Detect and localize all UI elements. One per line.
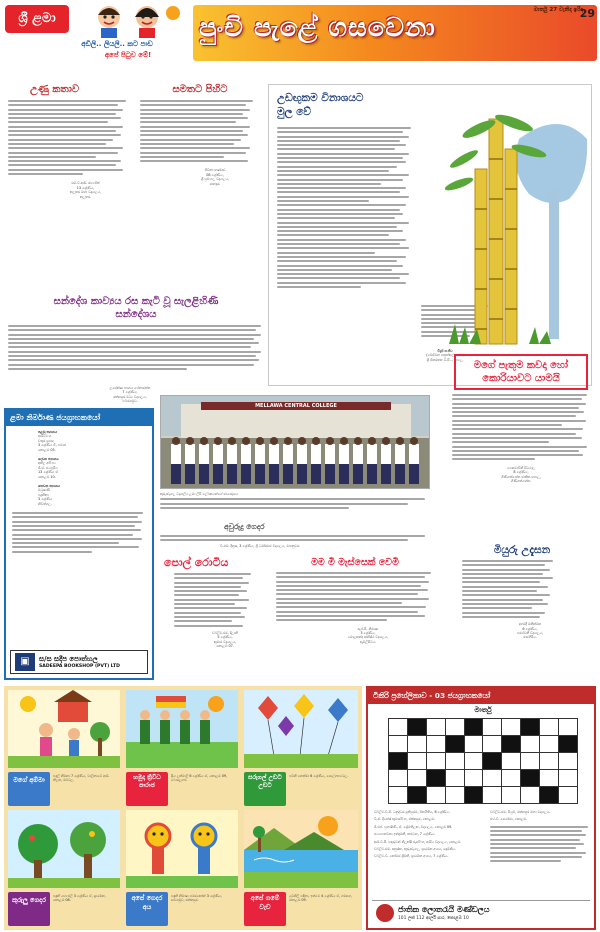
article-title: මගේ පැතුම කවදා හෝ කොරියාවට යාමයි bbox=[473, 360, 569, 384]
drawing-byline: සඳුනි නිමාෂා සමරකෝන් 3 ශ්‍රේණිය, නවගමුව, රත්නපුර. bbox=[171, 894, 223, 903]
publication-logo-block bbox=[3, 3, 188, 63]
photo-caption: කුරුණෑගල විද්‍යාලීය ළමා ලිපි ලේඛකයන්ගේ ඡායාරූපය bbox=[160, 492, 430, 511]
article-udagumakama bbox=[268, 84, 592, 386]
article-body bbox=[140, 100, 260, 164]
publication-tagline-2: අපේ පිටුව මේ! bbox=[104, 51, 152, 59]
article-title: සන්දේශ කාව්‍යය රස කැටි වූ සැලළිහිණි සන්දේශය bbox=[53, 296, 219, 320]
article-body bbox=[450, 394, 592, 463]
logo-badge bbox=[5, 5, 69, 33]
article-pol-rotiya bbox=[160, 556, 270, 682]
puzzle-month: මාර්තු bbox=[474, 706, 492, 714]
article-title: මියුරු උදැසන bbox=[493, 544, 551, 556]
drawing-label bbox=[244, 772, 358, 806]
article-title: පොල් රොටිය bbox=[164, 556, 229, 569]
article-byline: ඩබ්ලිව්.එම්. දිලානි 5 ශ්‍රේණිය, කුමාර විද්‍යාලය, කොළඹ 07. bbox=[212, 630, 238, 649]
article-mama-mi-massa bbox=[276, 556, 434, 682]
winner-group: දෙවන ත්‍යාගය අකිල අසිංසා ජී.ඒ. ජයසූරිය 13 ශ්‍රේණිය ඒ කොළඹ 10. bbox=[38, 457, 59, 479]
article-title: සමතට පිහිට bbox=[172, 84, 228, 95]
sponsor-banner bbox=[372, 900, 590, 924]
drawing-family-image bbox=[126, 810, 238, 888]
article-byline: සෙනවාසිනී පිට්ඨාල 8 ශ්‍රේණිය, ගිණිගත්හේන ජාතික පාසල, ගිණිගත්හේන. bbox=[501, 465, 541, 483]
article-mage-pathuma bbox=[450, 354, 592, 540]
article-samata-pihita bbox=[140, 84, 260, 289]
drawing-label bbox=[126, 892, 238, 926]
article-body bbox=[277, 127, 417, 290]
publication-tagline: අඩිලි.. ලියලි.. කට පාඩ bbox=[81, 40, 153, 48]
issue-date: මාර්තු 27 වැනිදා ඉරිදා bbox=[533, 7, 583, 13]
bookshop-banner bbox=[10, 650, 148, 674]
article-body bbox=[8, 100, 133, 177]
puzzle-winners-right: ඩබ්ලිව්.එම්. පියුමි, රත්නපුර මහා විද්‍යාලය. එස්.ඩී. පෙරේරා, කොළඹ. bbox=[490, 810, 592, 864]
drawing-card bbox=[244, 810, 358, 888]
article-byline: ඩී.එම්. දිනුෂ, 3 ශ්‍රේණිය, ශ්‍රී ධර්මරාජ විද්‍යාලය, මහනුවර. bbox=[220, 543, 300, 548]
article-byline: ජීවිකා හර්ෂණ 08 ශ්‍රේණිය, ශ්‍රී සුමංගල විද්‍යාලය, පානදුර. bbox=[200, 168, 230, 186]
article-title: උණු කතාව bbox=[30, 84, 80, 95]
title-band bbox=[193, 5, 597, 61]
article-ulu-kathava bbox=[8, 84, 133, 289]
sponsor-address: 101 ලක් 112 ආර්ලි පාර, කොළඹ 10 bbox=[398, 915, 469, 921]
article-byline: විදුර් සංජීව (සම්ජීවන සනුන්කල් සාමා) ශ්‍රී ජිනරතන වී.පී.., පාසල. bbox=[426, 349, 464, 362]
school-banner-text: MELLAWA CENTRAL COLLEGE bbox=[255, 403, 337, 409]
sandesha-byline: උපේක්ෂා භාග්‍යා සේනාරත්න 7 ශ්‍රේණිය, රත්නපුර මධ්‍ය විද්‍යාලය, සබරගමුව. bbox=[109, 386, 151, 404]
drawing-card bbox=[244, 690, 358, 768]
bookshop-name: ස/ස සදීප පොත්හල bbox=[39, 655, 98, 663]
drawing-kites-image bbox=[244, 690, 358, 768]
winners-notice bbox=[12, 512, 146, 555]
page-number: 29 bbox=[579, 7, 595, 20]
drawing-label bbox=[244, 892, 358, 926]
crossword-grid bbox=[388, 718, 578, 804]
winners-box bbox=[4, 408, 154, 680]
article-body bbox=[8, 325, 264, 372]
drawing-byline: ප්‍රිය ලක්මාලී 6 ශ්‍රේණිය ඒ, කොළඹ 09, බොරලුගස්. bbox=[171, 774, 228, 783]
drawing-title: අපේ ගමේ වැව bbox=[244, 892, 286, 926]
drawing-card bbox=[8, 810, 120, 888]
article-title-box bbox=[454, 354, 588, 390]
drawing-title: සරුගල් උඩට උඩට bbox=[244, 772, 286, 806]
drawing-army-image bbox=[126, 690, 238, 768]
drawings-section bbox=[4, 686, 362, 930]
article-body bbox=[276, 572, 434, 624]
bamboo-tree-illustration bbox=[419, 99, 589, 349]
page-title: පුංචි පැළේ ගසවෙනා bbox=[199, 13, 436, 43]
article-sandesha bbox=[8, 295, 264, 387]
drawing-title: අපේ ගෙදර අය bbox=[126, 892, 168, 926]
drawing-bird-house-image bbox=[8, 810, 120, 888]
winners-title: ළමා නිර්මාණ ජයග්‍රාහකයෝ bbox=[6, 410, 152, 426]
article-title: උඩඟුකම විනාශයට මුල වේ bbox=[277, 92, 364, 118]
winner-group: තෙවන ත්‍යාගය මධුෂාණි සදුනිකා 3 ශ්‍රේණිය නිවිත්ගල. bbox=[38, 484, 60, 506]
bookshop-logo-icon: ▣ bbox=[15, 653, 35, 671]
drawing-byline: සචිනි නෙත්මා 6 ශ්‍රේණිය, පොල්ගහවෙල. bbox=[289, 774, 349, 778]
drawing-title: හමුදා ත්‍රිවිධ පාරාජ bbox=[126, 772, 168, 806]
drawing-card bbox=[8, 690, 120, 768]
drawing-byline: සඳලි නිම්නා 7 ශ්‍රේණිය, වාලිකාවේ ආර්. තිලක, මඩවල. bbox=[53, 774, 110, 783]
article-byline: එම්.ඩී.ආර්. රසාංජිත් 13 ශ්‍රේණිය, කලුතර මහා විද්‍යාලය, කලුතර. bbox=[69, 181, 102, 199]
article-byline: දහම්දී මනික්මන 6 ශ්‍රේණිය, සරස්වතී විද්‍යාලය, රාජගිරිය. bbox=[516, 622, 544, 640]
bookshop-name-en: SADEEPA BOOKSHOP (PVT) LTD bbox=[39, 664, 120, 669]
drawing-label bbox=[8, 772, 120, 806]
drawing-byline: යුවිනිලි සඳීනා, ඉන්වේ 4 ශ්‍රේණිය ඒ, ගම්පහ, කොළඹ 09. bbox=[289, 894, 353, 903]
drawing-card bbox=[126, 810, 238, 888]
lottery-logo-icon bbox=[376, 904, 394, 922]
sponsor-name: ජාතික ලොතරැයි මණ්ඩලය bbox=[398, 904, 490, 914]
drawing-card bbox=[126, 690, 238, 768]
article-miyuru bbox=[452, 544, 592, 684]
article-body bbox=[452, 560, 592, 620]
winners-list bbox=[6, 426, 152, 559]
article-body bbox=[160, 573, 270, 629]
publication-name: ශ්‍රී ළමා bbox=[18, 11, 56, 26]
article-avurudu bbox=[160, 522, 430, 552]
winner-group: පළමු ත්‍යාගය ආරියවංශ චතුර ප්‍රසාද 3 ශ්‍රේණිය ජී, සමාජ කොළඹ 05. bbox=[38, 430, 67, 452]
drawing-village-tank-image bbox=[244, 810, 358, 888]
cartoon-kids-illustration bbox=[89, 3, 185, 39]
school-group-photo bbox=[160, 395, 430, 489]
article-title: අවුරුදු ගෙදර bbox=[224, 522, 265, 531]
drawing-byline: සඳුනි යසාංජලී 3 ශ්‍රේණිය ඒ, ප්‍රාථමික, කොළඹ 08. bbox=[53, 894, 106, 903]
article-title: මම මී මැස්සෙක් වෙමි bbox=[311, 557, 399, 568]
drawing-mother-image bbox=[8, 690, 120, 768]
drawing-label bbox=[8, 892, 120, 926]
puzzle-box bbox=[366, 686, 596, 930]
page-header bbox=[3, 3, 597, 63]
article-byline: ඇස්.පී. නිමාෂා 3 ශ්‍රේණිය, මොළකන්ද කනිෂ්ඨ විද්‍යාලය, ඇඹිලිපිටිය. bbox=[347, 626, 389, 644]
puzzle-winners-left: ඩබ්ලිව්.ඩී.ජී. ධනුද්ධර ප්‍රතිසුරම, ජිනයිතිය, 6 ශ්‍රේණිය. ඩී.ඒ. දිනේෂ් කුමාරසිංහ, රත්නපුර, කොළඹ. ජී.එස්. සුභාෂිණී, ඒ. ප්‍රේමතිලක, විද්‍යාලය, කොළඹ 09. ජයසෙනවිතා ඉන්දුමතී, කළුවන, 7 ශ්‍රේණිය. ආර්.ඩී.පී. සඳරුවන් නිලුක්ෂි රුපසිංහ, ආරිය විද්‍යාලය, කොළඹ. ඩබ්ලිව්.එම්. අනුෂ්ක, කුරුණෑගල, ප්‍රාථමික අංශය, පදුමිනිය. ඩබ්ලිව්.ඩී. කෝමර ශ්‍රීමතී, ප්‍රාථමික අංශය, 7 ශ්‍රේණිය. bbox=[374, 810, 462, 859]
drawing-title: කුරුලු ගෙදර bbox=[8, 892, 50, 926]
puzzle-title: ටිකිරි ප්‍රහේලිකාව - 03 ජයග්‍රාහකයෝ bbox=[368, 688, 594, 704]
drawing-title: මගේ අම්මා bbox=[8, 772, 50, 806]
drawing-label bbox=[126, 772, 238, 806]
